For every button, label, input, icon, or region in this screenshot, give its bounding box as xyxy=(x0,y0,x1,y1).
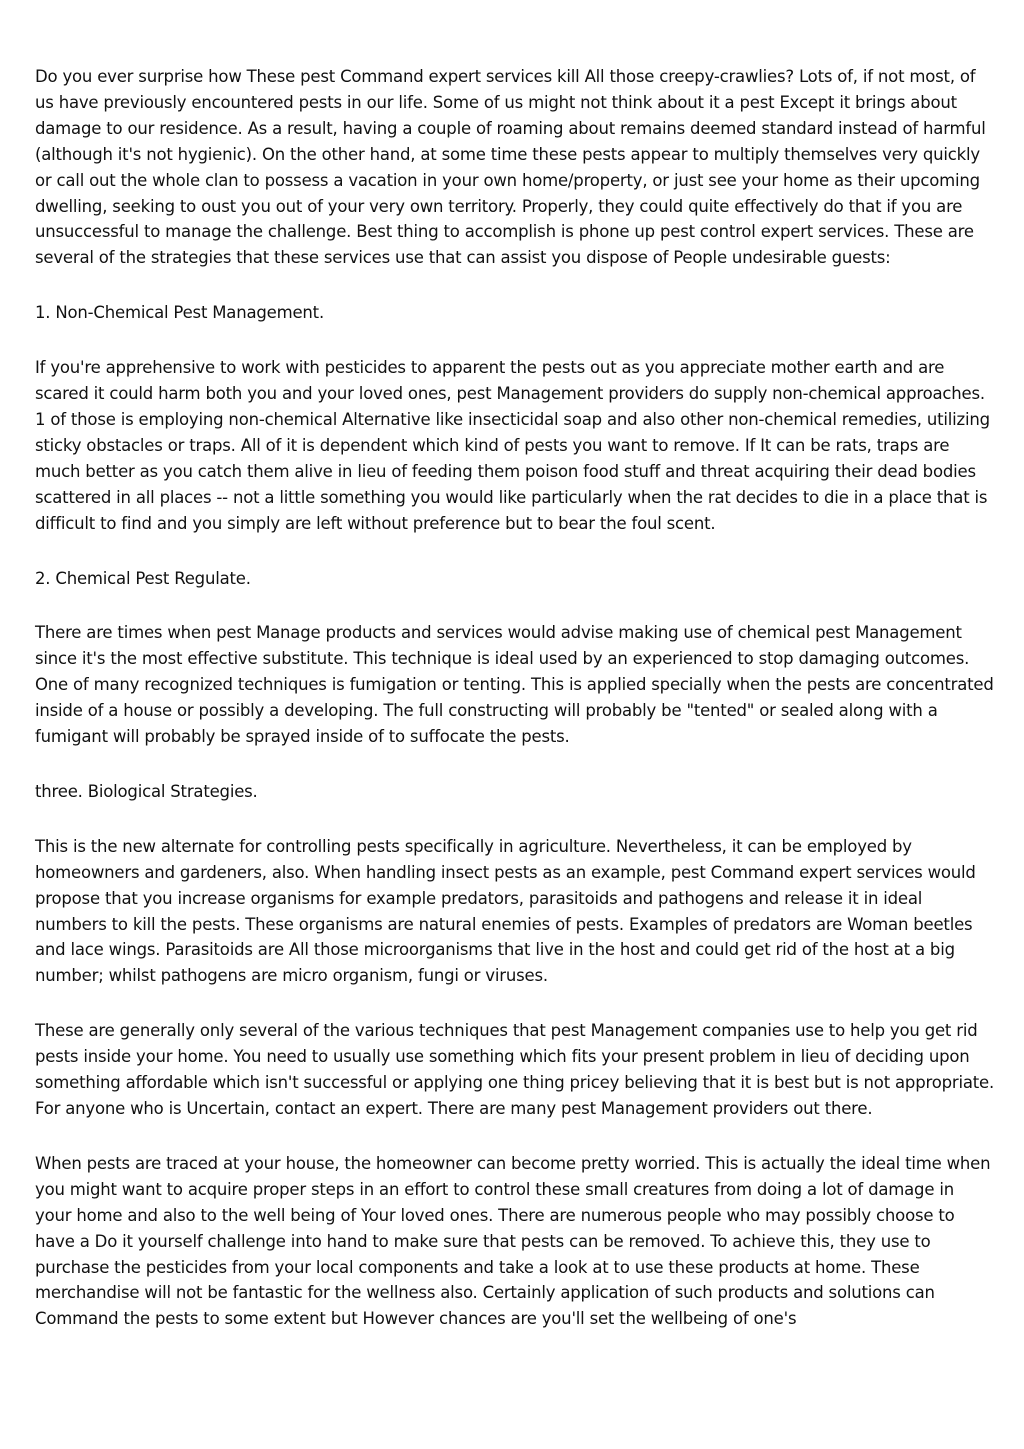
homeowner-paragraph: When pests are traced at your house, the homeowner can become pretty worried. This is actually the ideal time when you might want to acquire proper steps in an effort to control these small creatures from doing a lot of damage in your home and also to the well being of Your loved ones. There are numerous people who may possibly choose to have a Do it yourself challenge into hand to make sure that pests can be removed. To achieve this, they use to purchase the pesticides from your local components and take a look at to use these products at home. These merchandise will not be fantastic for the wellness also. Certainly application of such products and solutions can Command the pests to some extent but However chances are you'll set the wellbeing of one's xyxy=(35,1153,991,1329)
non-chemical-paragraph: If you're apprehensive to work with pesticides to apparent the pests out as you appreciate mother earth and are scared it could harm both you and your loved ones, pest Management providers do supply non-chemical approaches. 1 of those is employing non-chemical Alternative like insecticidal soap and also other non-chemical remedies, utilizing sticky obstacles or traps. All of it is dependent which kind of pests you want to remove. If It can be rats, traps are much better as you catch them alive in lieu of feeding them poison food stuff and threat acquiring their dead bodies scattered in all places -- not a little something you would like particularly when the rat decides to die in a place that is difficult to find and you simply are left without preference but to bear the foul scent. xyxy=(35,358,990,533)
section-heading-non-chemical: 1. Non-Chemical Pest Management. xyxy=(35,303,324,323)
section-heading-biological: three. Biological Strategies. xyxy=(35,781,258,801)
biological-paragraph: This is the new alternate for controlling pests specifically in agriculture. Nevertheless, it can be employed by homeowners and gardeners, also. When handling insect pests as an example, pest Command expert services would propose that you increase organisms for example predators, parasitoids and pathogens and release it in ideal numbers to kill the pests. These organisms are natural enemies of pests. Examples of predators are Woman beetles and lace wings. Parasitoids are All those microorganisms that live in the host and could get rid of the host at a big number; whilst pathogens are micro organism, fungi or viruses. xyxy=(35,836,976,986)
document-body xyxy=(35,64,995,1361)
intro-paragraph: Do you ever surprise how These pest Command expert services kill All those creepy-crawlies? Lots of, if not most, of us have previously encountered pests in our life. Some of us might not think about it a pest Except it brings about damage to our residence. As a result, having a couple of roaming about remains deemed standard instead of harmful (although it's not hygienic). On the other hand, at some time these pests appear to multiply themselves very quickly or call out the whole clan to possess a vacation in your own home/property, or just see your home as their upcoming dwelling, seeking to oust you out of your very own territory. Properly, they could quite effectively do that if you are unsuccessful to manage the challenge. Best thing to accomplish is phone up pest control expert services. These are several of the strategies that these services use that can assist you dispose of People undesirable guests: xyxy=(35,67,986,268)
chemical-paragraph: There are times when pest Manage products and services would advise making use of chemical pest Management since it's the most effective substitute. This technique is ideal used by an experienced to stop damaging outcomes. One of many recognized techniques is fumigation or tenting. This is applied specially when the pests are concentrated inside of a house or possibly a developing. The full constructing will probably be "tented" or sealed along with a fumigant will probably be sprayed inside of to suffocate the pests. xyxy=(35,623,994,747)
section-heading-chemical: 2. Chemical Pest Regulate. xyxy=(35,568,251,588)
summary-paragraph: These are generally only several of the various techniques that pest Management companies use to help you get rid pests inside your home. You need to usually use something which fits your present problem in lieu of deciding upon something affordable which isn't successful or applying one thing pricey believing that it is best but is not appropriate. For anyone who is Uncertain, contact an expert. There are many pest Management providers out there. xyxy=(35,1021,995,1118)
